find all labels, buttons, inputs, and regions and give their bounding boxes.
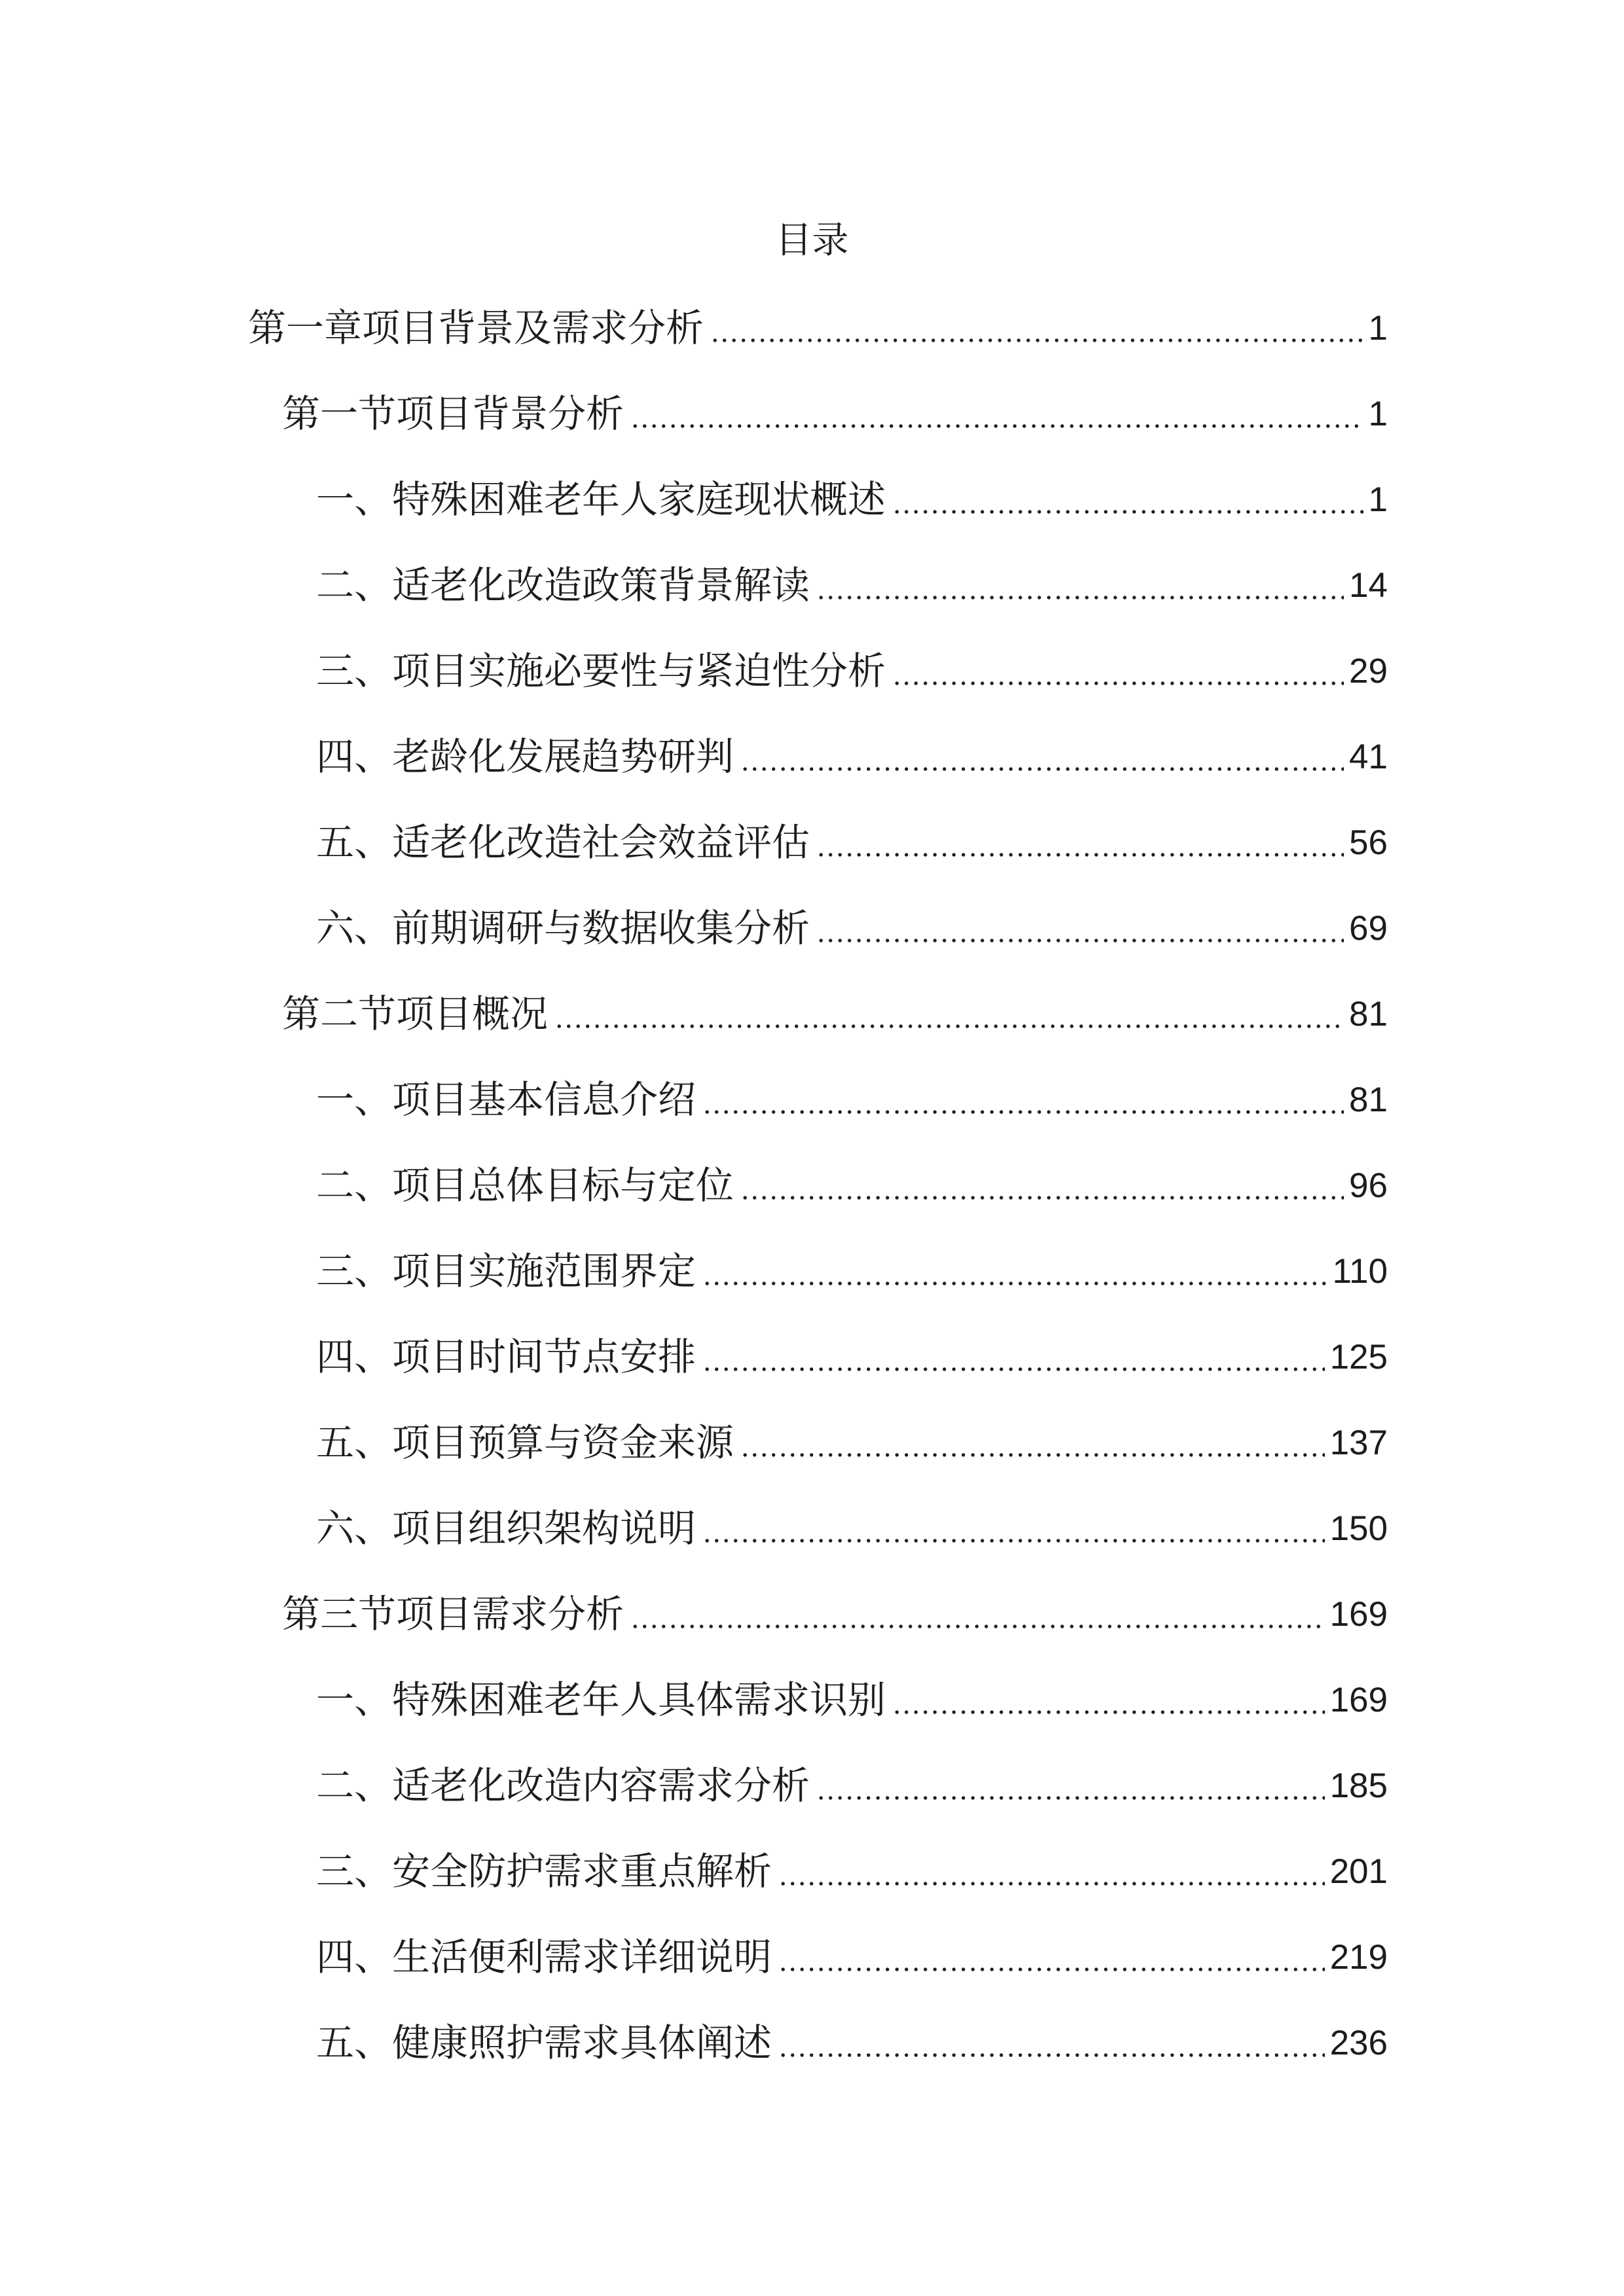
toc-page-number: 1 (1368, 480, 1388, 519)
dot-leader (740, 738, 1344, 776)
toc-entry-label: 四、生活便利需求详细说明 (316, 1934, 772, 1979)
toc-entry-label: 一、特殊困难老年人家庭现状概述 (316, 476, 886, 522)
toc-page-number: 169 (1329, 1594, 1388, 1634)
toc-page-number: 110 (1332, 1251, 1388, 1291)
toc-page-number: 125 (1329, 1337, 1388, 1376)
toc-entry-label: 一、项目基本信息介绍 (316, 1077, 696, 1122)
dot-leader (816, 910, 1344, 948)
dot-leader (892, 653, 1344, 691)
toc-entry-label: 三、项目实施必要性与紧迫性分析 (316, 648, 886, 693)
dot-leader (778, 1939, 1325, 1977)
dot-leader (554, 996, 1344, 1033)
dot-leader (892, 481, 1363, 519)
toc-entry-label: 四、老龄化发展趋势研判 (316, 734, 734, 779)
toc-entry-label: 第一章项目背景及需求分析 (248, 305, 704, 350)
toc-entry-label: 四、项目时间节点安排 (316, 1334, 696, 1379)
toc-page-number: 219 (1329, 1937, 1388, 1977)
toc-entry-label: 五、健康照护需求具体阐述 (316, 2020, 772, 2065)
toc-page-number: 69 (1349, 908, 1388, 948)
toc-item-entry[interactable] (0, 714, 1388, 800)
dot-leader (740, 1424, 1325, 1462)
toc-entry-label: 第三节项目需求分析 (282, 1591, 624, 1636)
toc-page-number: 137 (1329, 1423, 1388, 1462)
toc-page-number: 41 (1349, 737, 1388, 776)
dot-leader (892, 1681, 1325, 1719)
dot-leader (816, 824, 1344, 862)
toc-page-number: 201 (1329, 1852, 1388, 1891)
toc-title: 目录 (775, 219, 849, 262)
dot-leader (816, 567, 1344, 605)
dot-leader (778, 1853, 1325, 1891)
toc-item-entry[interactable] (0, 1743, 1388, 1829)
toc-entry-label: 二、项目总体目标与定位 (316, 1162, 734, 1208)
toc-item-entry[interactable] (0, 1829, 1388, 1914)
toc-entry-label: 三、安全防护需求重点解析 (316, 1848, 772, 1893)
dot-leader (630, 1596, 1325, 1634)
toc-entry-label: 六、项目组织架构说明 (316, 1505, 696, 1551)
toc-page-number: 236 (1329, 2023, 1388, 2062)
toc-page-number: 185 (1329, 1766, 1388, 1805)
toc-item-entry[interactable] (0, 886, 1388, 971)
toc-page-number: 81 (1349, 994, 1388, 1033)
toc-page-number: 169 (1329, 1680, 1388, 1719)
toc-section-entry[interactable] (0, 971, 1388, 1057)
toc-section-entry[interactable] (0, 1571, 1388, 1657)
dot-leader (778, 2024, 1325, 2062)
toc-page-number: 81 (1349, 1080, 1388, 1119)
toc-section-entry[interactable] (0, 371, 1388, 457)
toc-item-entry[interactable] (0, 800, 1388, 886)
dot-leader (702, 1510, 1325, 1548)
dot-leader (702, 1253, 1327, 1291)
toc-chapter-entry[interactable] (0, 285, 1388, 371)
dot-leader (710, 310, 1363, 348)
dot-leader (702, 1338, 1325, 1376)
toc-page-number: 1 (1368, 394, 1388, 433)
toc-entry-label: 一、特殊困难老年人具体需求识别 (316, 1677, 886, 1722)
toc-item-entry[interactable] (0, 543, 1388, 628)
toc-page-number: 150 (1329, 1509, 1388, 1548)
toc-item-entry[interactable] (0, 2000, 1388, 2086)
toc-item-entry[interactable] (0, 1486, 1388, 1571)
table-of-contents (0, 285, 1388, 2086)
toc-item-entry[interactable] (0, 1057, 1388, 1143)
toc-entry-label: 二、适老化改造政策背景解读 (316, 562, 810, 607)
toc-item-entry[interactable] (0, 1143, 1388, 1229)
toc-page-number: 29 (1349, 651, 1388, 691)
toc-entry-label: 五、项目预算与资金来源 (316, 1420, 734, 1465)
toc-page-number: 1 (1368, 308, 1388, 348)
toc-page-number: 96 (1349, 1166, 1388, 1205)
toc-page-number: 14 (1349, 565, 1388, 605)
toc-entry-label: 二、适老化改造内容需求分析 (316, 1763, 810, 1808)
toc-item-entry[interactable] (0, 628, 1388, 714)
toc-item-entry[interactable] (0, 1229, 1388, 1314)
dot-leader (630, 395, 1363, 433)
toc-item-entry[interactable] (0, 1400, 1388, 1486)
toc-entry-label: 六、前期调研与数据收集分析 (316, 905, 810, 950)
toc-item-entry[interactable] (0, 1657, 1388, 1743)
toc-page-number: 56 (1349, 823, 1388, 862)
toc-item-entry[interactable] (0, 457, 1388, 543)
toc-entry-label: 第一节项目背景分析 (282, 391, 624, 436)
toc-entry-label: 五、适老化改造社会效益评估 (316, 819, 810, 865)
toc-item-entry[interactable] (0, 1914, 1388, 2000)
dot-leader (816, 1767, 1325, 1805)
toc-item-entry[interactable] (0, 1314, 1388, 1400)
toc-entry-label: 三、项目实施范围界定 (316, 1248, 696, 1293)
dot-leader (740, 1167, 1344, 1205)
toc-entry-label: 第二节项目概况 (282, 991, 549, 1036)
dot-leader (702, 1081, 1344, 1119)
